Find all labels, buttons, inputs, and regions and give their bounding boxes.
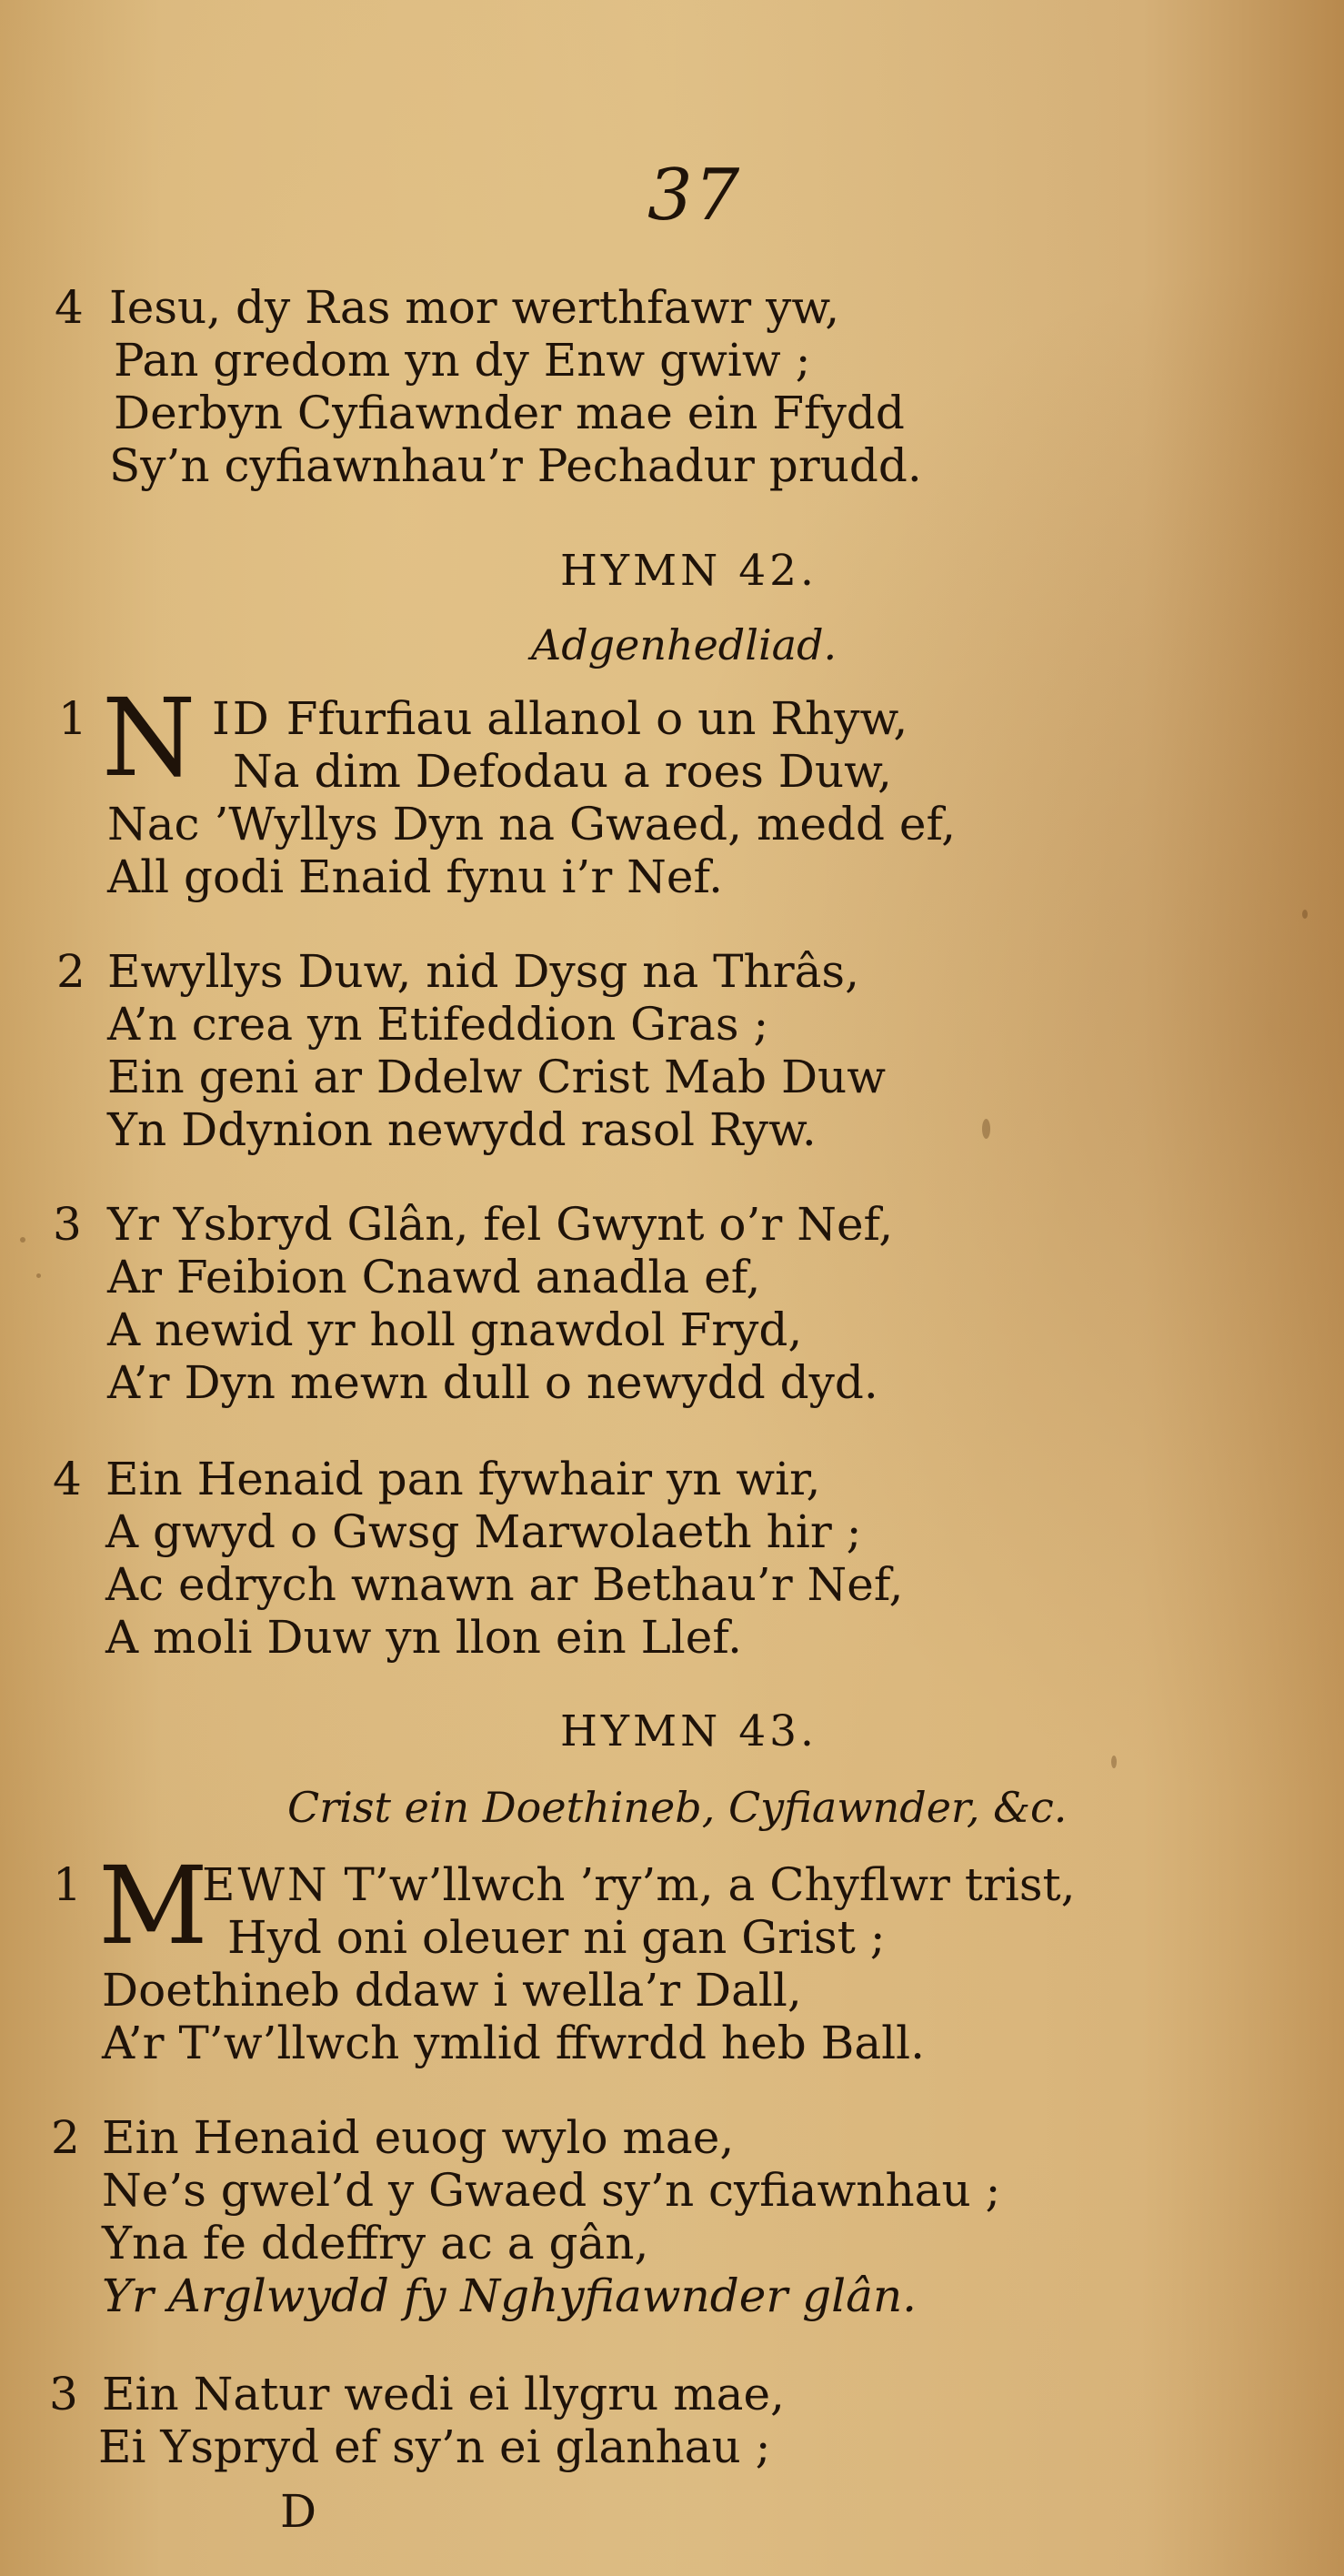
paper-speck xyxy=(36,1273,41,1278)
verse-line: A’r T’w’llwch ymlid ffwrdd heb Ball. xyxy=(102,2017,926,2069)
verse-line: Na dim Defodau a roes Duw, xyxy=(233,745,892,798)
drop-cap: M xyxy=(98,1843,208,1968)
verse-line: Ne’s gwel’d y Gwaed sy’n cyfiawnhau ; xyxy=(102,2164,1001,2217)
verse-line: Hyd oni oleuer ni gan Grist ; xyxy=(227,1911,886,1964)
verse-number: 1 xyxy=(53,1858,82,1911)
first-word-rest: ID xyxy=(212,692,272,745)
verse-number: 1 xyxy=(58,692,87,745)
verse-number: 2 xyxy=(56,945,85,998)
verse-line: All godi Enaid fynu i’r Nef. xyxy=(107,850,724,903)
verse-number: 3 xyxy=(53,1198,82,1251)
verse-line: A newid yr holl gnawdol Fryd, xyxy=(107,1303,803,1356)
first-word-rest: EWN xyxy=(202,1858,330,1911)
hymn-title: HYMN 43. xyxy=(560,1706,817,1756)
first-line-tail: Ffurfiau allanol o un Rhyw, xyxy=(286,692,908,745)
verse-line: Sy’n cyfiawnhau’r Pechadur prudd. xyxy=(109,439,922,492)
verse-line: Ac edrych wnawn ar Bethau’r Nef, xyxy=(105,1558,904,1611)
paper-speck xyxy=(1302,910,1308,919)
verse-line: Ewyllys Duw, nid Dysg na Thrâs, xyxy=(107,945,859,998)
verse-line: Ar Feibion Cnawd anadla ef, xyxy=(107,1251,761,1303)
signature-mark: D xyxy=(280,2485,317,2538)
verse-line: A’n crea yn Etifeddion Gras ; xyxy=(107,998,769,1051)
verse-line xyxy=(202,1859,1075,1910)
verse-line: Ein geni ar Ddelw Crist Mab Duw xyxy=(107,1051,887,1103)
verse-line: Yn Ddynion newydd rasol Ryw. xyxy=(107,1103,817,1156)
verse-line: Ein Henaid pan fywhair yn wir, xyxy=(105,1453,821,1505)
verse-line: Derbyn Cyfiawnder mae ein Ffydd xyxy=(114,387,905,439)
hymn-subtitle: Crist ein Doethineb, Cyfiawnder, &c. xyxy=(287,1783,1068,1832)
verse-number: 4 xyxy=(53,1453,82,1505)
hymn-title: HYMN 42. xyxy=(560,546,817,596)
verse-line: A gwyd o Gwsg Marwolaeth hir ; xyxy=(105,1505,862,1558)
verse-line: A’r Dyn mewn dull o newydd dyd. xyxy=(107,1356,878,1409)
paper-speck xyxy=(982,1119,990,1139)
verse-number: 4 xyxy=(55,281,84,334)
verse-line: Ein Henaid euog wylo mae, xyxy=(102,2111,735,2164)
verse-line: Yna fe ddeffry ac a gân, xyxy=(102,2217,649,2269)
verse-line: Nac ’Wyllys Dyn na Gwaed, medd ef, xyxy=(107,798,957,850)
verse-line-italic: Yr Arglwydd fy Nghyfiawnder glân. xyxy=(102,2269,918,2322)
verse-line: Doethineb ddaw i wella’r Dall, xyxy=(102,1964,802,2017)
page-number: 37 xyxy=(647,155,742,236)
verse-number: 2 xyxy=(51,2111,80,2164)
verse-line: Iesu, dy Ras mor werthfawr yw, xyxy=(109,281,840,334)
drop-cap: N xyxy=(102,675,196,800)
verse-number: 3 xyxy=(49,2368,78,2420)
paper-speck xyxy=(20,1237,25,1243)
verse-line: Pan gredom yn dy Enw gwiw ; xyxy=(114,334,811,387)
verse-line: Ei Yspryd ef sy’n ei glanhau ; xyxy=(98,2420,771,2473)
verse-line xyxy=(212,693,908,744)
hymn-subtitle: Adgenhedliad. xyxy=(531,620,837,669)
paper-speck xyxy=(1111,1756,1117,1768)
verse-line: A moli Duw yn llon ein Llef. xyxy=(105,1611,742,1664)
verse-line: Ein Natur wedi ei llygru mae, xyxy=(102,2368,785,2420)
first-line-tail: T’w’llwch ’ry’m, a Chyflwr trist, xyxy=(344,1858,1076,1911)
verse-line: Yr Ysbryd Glân, fel Gwynt o’r Nef, xyxy=(107,1198,894,1251)
